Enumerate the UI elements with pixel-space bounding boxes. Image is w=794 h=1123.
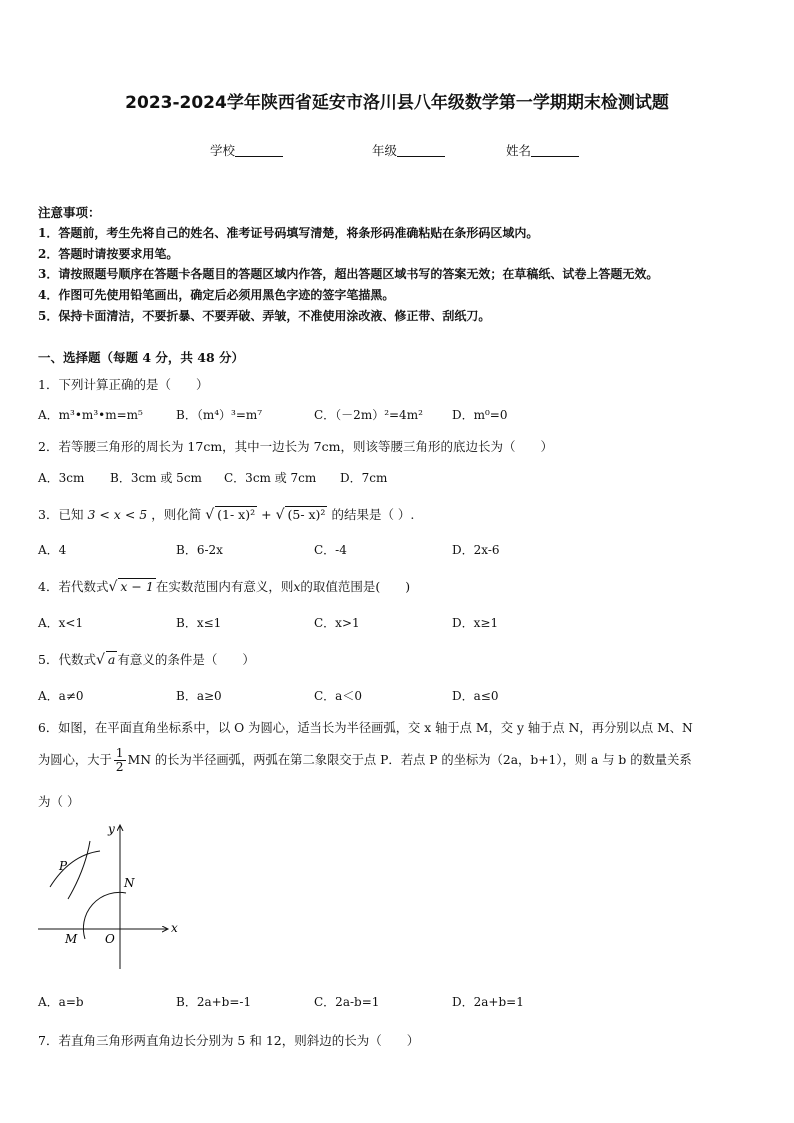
q3-option-a: A．4	[38, 543, 67, 557]
q6-text: MN 的长为半径画弧，两弧在第二象限交于点 P．若点 P 的坐标为（2a，b+1），则 a 与 b 的数量关系	[127, 753, 692, 767]
fraction-denominator: 2	[115, 760, 124, 774]
notice-heading: 注意事项：	[38, 205, 101, 220]
question-1-stem: 1．下列计算正确的是（ ）	[38, 377, 209, 392]
q4-text: 的取值范围是( )	[300, 579, 411, 594]
grade-label: 年级	[372, 143, 398, 158]
q2-option-d: D．7cm	[340, 471, 388, 485]
q4-text: 在实数范围内有意义，则	[155, 579, 294, 594]
q1-option-c: C．（－2m）²=4m²	[314, 408, 423, 422]
q6-option-d: D．2a+b=1	[452, 995, 524, 1009]
q3-text: 的结果是（ ）.	[331, 507, 415, 522]
q4-variable: x	[293, 579, 301, 594]
q6-text: 为圆心，大于	[38, 753, 112, 767]
q4-text: 4．若代数式	[38, 579, 109, 594]
question-6-line-2	[38, 747, 692, 774]
q1-option-d: D．m⁰=0	[452, 408, 508, 422]
q5-radicand: a	[107, 652, 116, 667]
q4-option-a: A．x<1	[38, 616, 84, 630]
question-6-line-3: 为（ ）	[38, 794, 80, 809]
notice-item: 1．答题前，考生先将自己的姓名、准考证号码填写清楚，将条形码准确粘贴在条形码区域内。	[38, 226, 539, 240]
label-o: O	[105, 932, 115, 946]
q5-text: 有意义的条件是（ ）	[117, 652, 255, 667]
label-y: y	[108, 822, 115, 836]
q5-option-d: D．a≤0	[452, 689, 499, 703]
q3-radicand-1: (1- x)²	[217, 507, 256, 522]
school-field	[210, 141, 283, 159]
arc-from-m	[50, 851, 100, 887]
q5-option-b: B．a≥0	[176, 689, 222, 703]
name-blank	[531, 143, 579, 157]
q4-radicand: x − 1	[120, 579, 154, 594]
q5-option-c: C．a＜0	[314, 689, 362, 703]
notice-item: 2．答题时请按要求用笔。	[38, 247, 179, 261]
q3-text: ，则化简	[151, 507, 202, 522]
label-m: M	[65, 932, 78, 946]
q4-option-b: B．x≤1	[176, 616, 222, 630]
label-n: N	[124, 876, 135, 890]
school-label: 学校	[210, 143, 236, 158]
label-x: x	[171, 921, 178, 935]
radical-sign-icon: √	[108, 579, 118, 595]
grade-blank	[397, 143, 445, 157]
name-field	[506, 141, 579, 159]
q3-radicand-2: (5- x)²	[287, 507, 326, 522]
grade-field	[372, 141, 445, 159]
notice-item: 3．请按照题号顺序在答题卡各题目的答题区域内作答，超出答题区域书写的答案无效；在草稿纸、试卷上答题无效。	[38, 267, 659, 281]
q5-option-a: A．a≠0	[38, 689, 84, 703]
q6-option-c: C．2a-b=1	[314, 995, 380, 1009]
radical-sign-icon: √	[205, 507, 215, 523]
q5-text: 5．代数式	[38, 652, 96, 667]
fraction-one-half	[114, 747, 126, 774]
radical-sign-icon: √	[275, 507, 285, 523]
q1-option-a: A．m³•m³•m=m⁵	[38, 408, 143, 422]
q3-condition: 3 < x < 5	[87, 507, 148, 522]
q4-option-d: D．x≥1	[452, 616, 499, 630]
question-2-stem: 2．若等腰三角形的周长为 17cm，其中一边长为 7cm，则该等腰三角形的底边长为（ ）	[38, 439, 553, 454]
q6-option-a: A．a=b	[38, 995, 84, 1009]
page-title: 2023-2024学年陕西省延安市洛川县八年级数学第一学期期末检测试题	[125, 93, 669, 113]
q1-option-b: B．（m⁴）³=m⁷	[176, 408, 263, 422]
q3-option-c: C．-4	[314, 543, 347, 557]
section-heading: 一、选择题（每题 4 分，共 48 分）	[38, 350, 245, 365]
label-p: P	[59, 859, 68, 873]
question-6-line-1: 6．如图，在平面直角坐标系中，以 O 为圆心，适当长为半径画弧，交 x 轴于点 M，交 y 轴于点 N，再分别以点 M、N	[38, 721, 693, 735]
question-3-stem	[38, 505, 414, 523]
question-4-stem	[38, 577, 410, 595]
radical-sign-icon: √	[95, 652, 105, 668]
q2-option-b: B．3cm 或 5cm	[110, 471, 202, 485]
q3-plus: +	[261, 507, 272, 522]
notice-item: 4．作图可先使用铅笔画出，确定后必须用黑色字迹的签字笔描黑。	[38, 288, 395, 302]
q2-option-c: C．3cm 或 7cm	[224, 471, 317, 485]
q3-option-d: D．2x-6	[452, 543, 500, 557]
notice-item: 5．保持卡面清洁，不要折暴、不要弄破、弄皱，不准使用涂改液、修正带、刮纸刀。	[38, 309, 491, 323]
q3-text: 3．已知	[38, 507, 84, 522]
q2-option-a: A．3cm	[38, 471, 85, 485]
arc-from-n	[68, 841, 90, 899]
q4-option-c: C．x>1	[314, 616, 360, 630]
q6-coordinate-figure	[30, 815, 190, 975]
question-5-stem	[38, 650, 255, 668]
fraction-numerator: 1	[115, 746, 124, 760]
q6-option-b: B．2a+b=-1	[176, 995, 252, 1009]
school-blank	[235, 143, 283, 157]
question-7-stem: 7．若直角三角形两直角边长分别为 5 和 12，则斜边的长为（ ）	[38, 1033, 420, 1048]
q3-option-b: B．6-2x	[176, 543, 223, 557]
name-label: 姓名	[506, 143, 532, 158]
